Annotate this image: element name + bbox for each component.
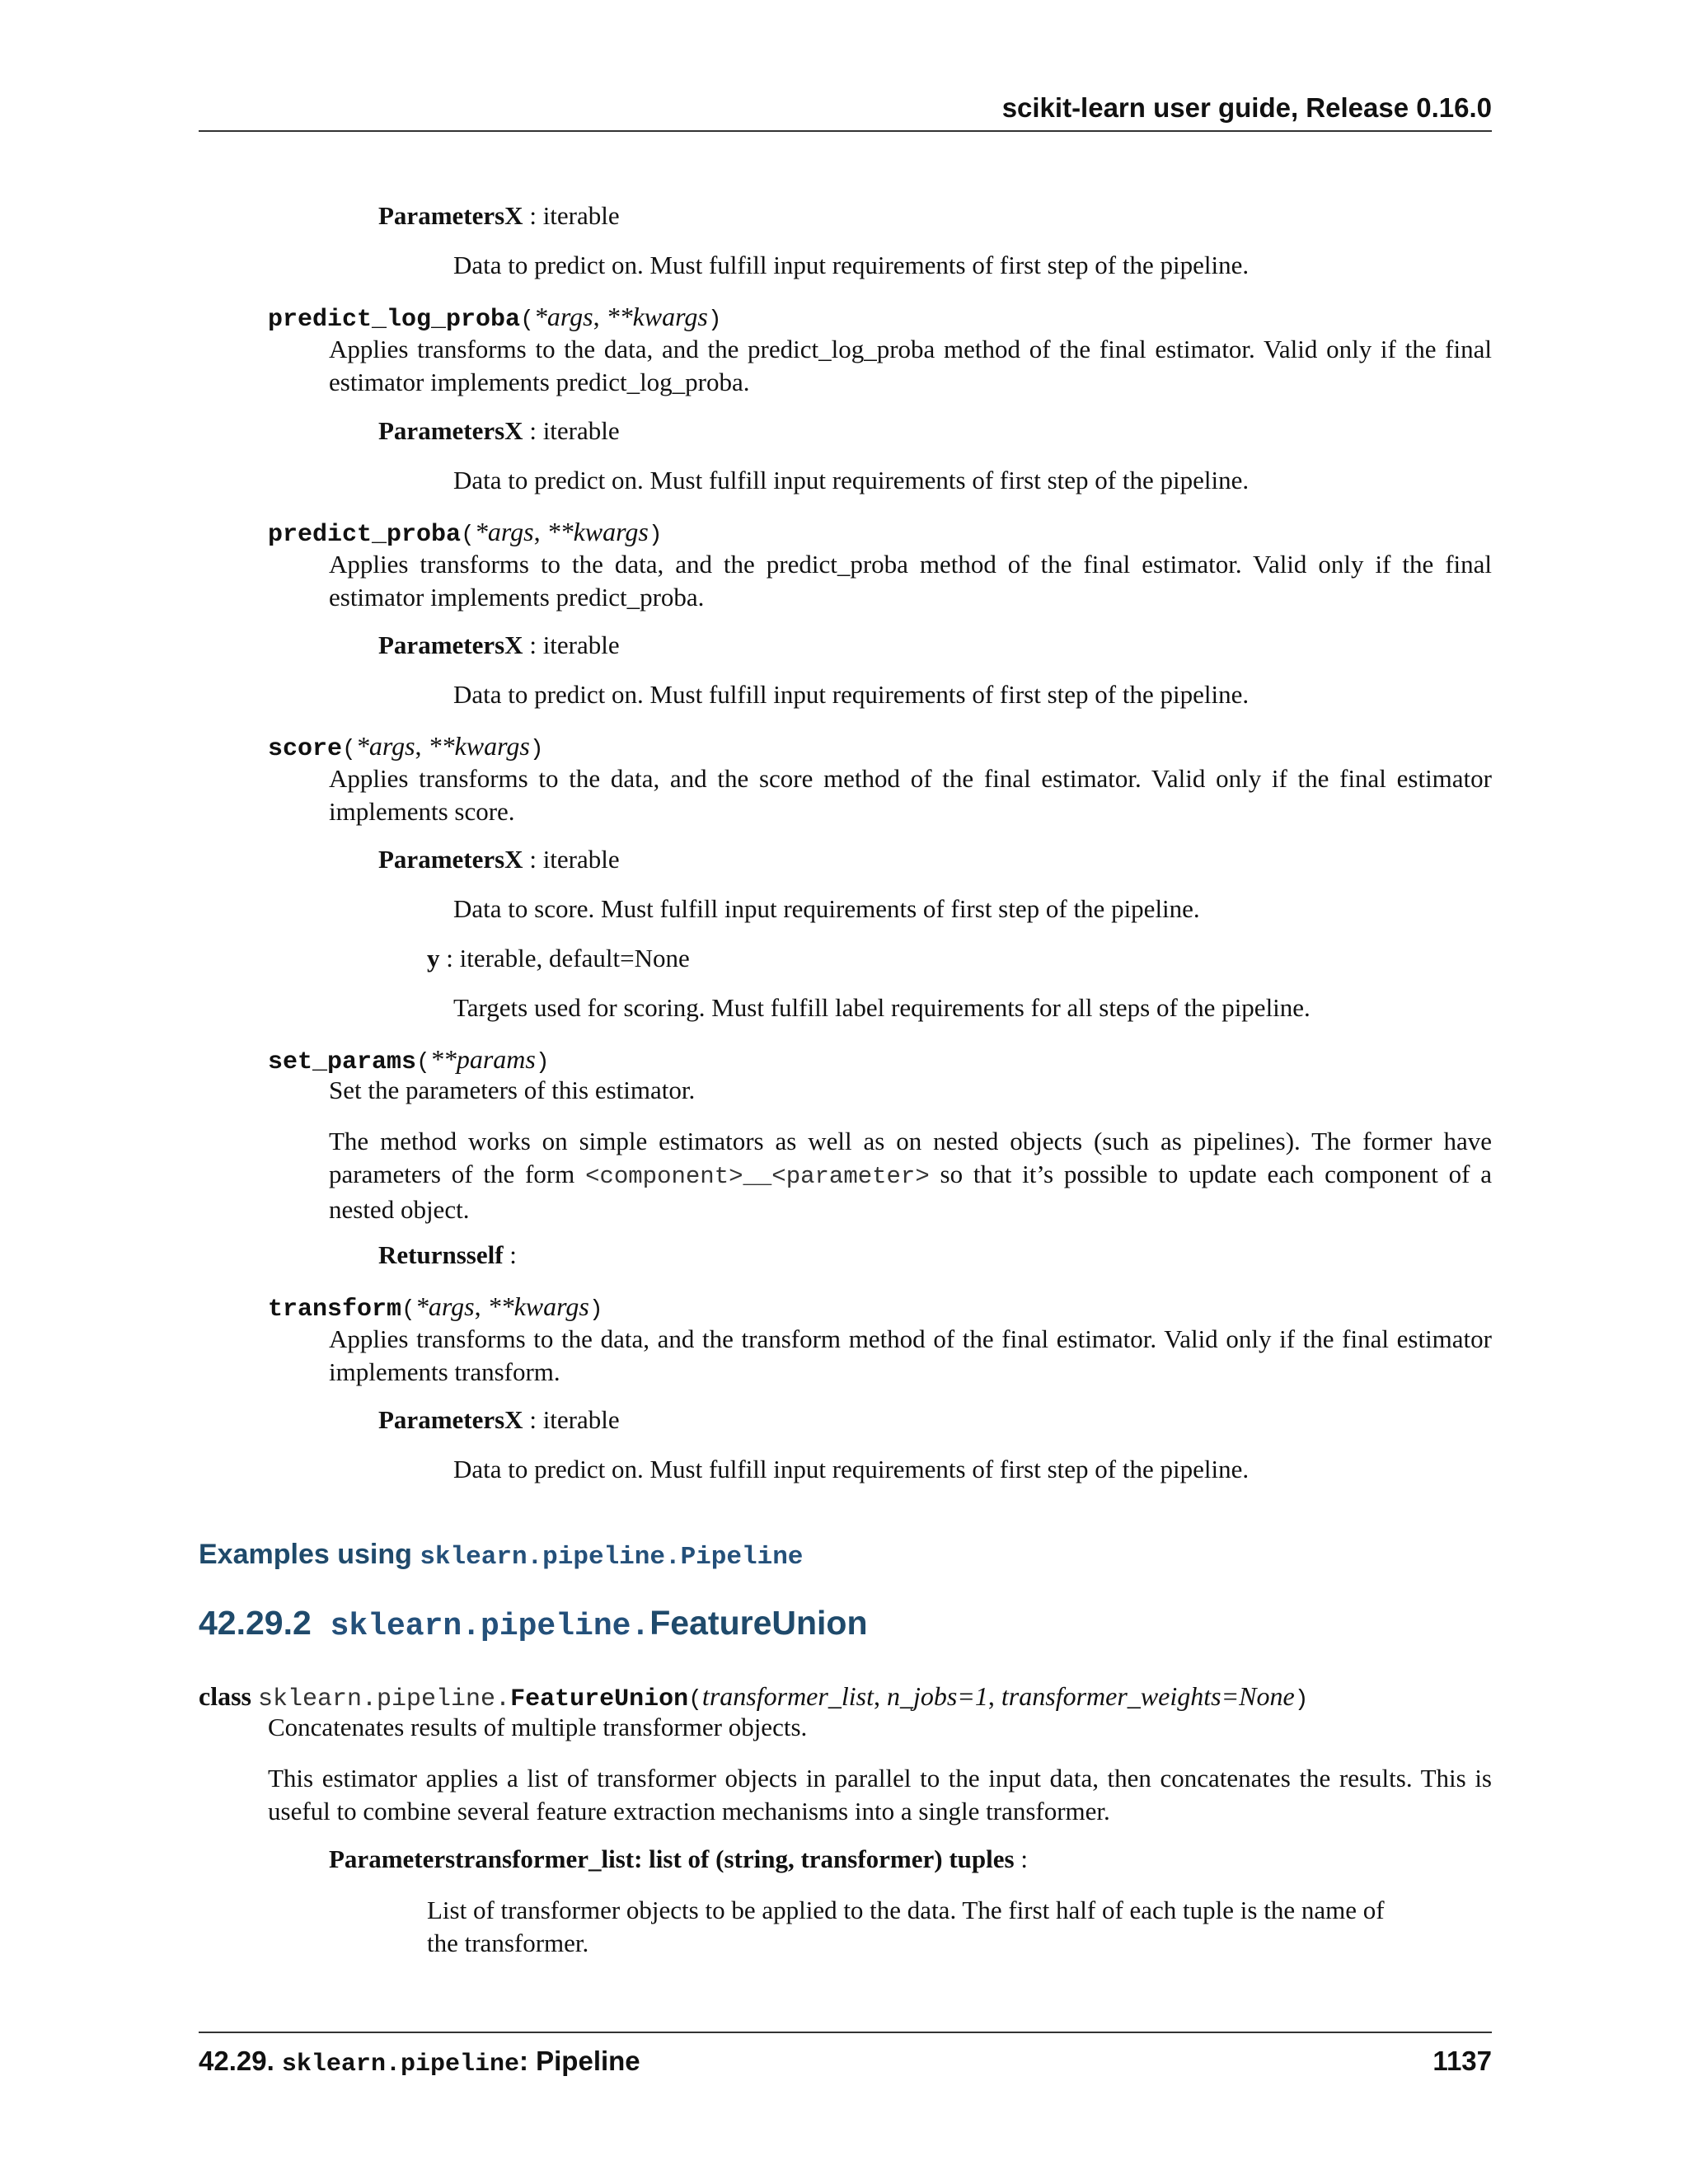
kwarg: **kwargs xyxy=(546,517,649,546)
param-type: : iterable xyxy=(523,630,620,659)
section-heading xyxy=(199,1604,868,1644)
param-type: : iterable, default=None xyxy=(439,944,690,972)
kwarg: **kwargs xyxy=(428,731,530,761)
predict-log-proba-desc: Applies transforms to the data, and the predict_log_proba method of the final estimator. Valid only if the final estimator implements predict_log_proba. xyxy=(329,335,1492,396)
predict-proba-desc: Applies transforms to the data, and the predict_proba method of the final estimator. Valid only if the final estimator implements predict_proba. xyxy=(329,550,1492,612)
predict-log-proba-params xyxy=(378,416,620,446)
feature-union-signature: class sklearn.pipeline.FeatureUnion(transformer_list, n_jobs=1, transformer_weights=None) xyxy=(199,1681,1309,1713)
arg: *args xyxy=(533,302,593,331)
feature-union-desc2: This estimator applies a list of transformer objects in parallel to the input data, then concatenates the results. This is useful to combine several feature extraction mechanisms into a single transformer. xyxy=(268,1764,1492,1825)
param-label: ParametersX xyxy=(378,845,523,874)
feature-union-params xyxy=(329,1844,1028,1874)
arg: *args xyxy=(474,517,534,546)
param-label: y xyxy=(427,944,440,972)
section-number: 42.29.2 xyxy=(199,1604,312,1642)
arg: *args xyxy=(355,731,415,761)
feature-union-param-desc: List of transformer objects to be applied to the data. The first half of each tuple is the name of the transformer. xyxy=(427,1896,1385,1957)
param-type: : iterable xyxy=(523,201,620,230)
class-keyword: class xyxy=(199,1681,251,1711)
predict-log-proba-signature: predict_log_proba(*args, **kwargs) xyxy=(268,302,722,334)
param-label: Parameterstransformer_list: list of (string, transformer) tuples xyxy=(329,1844,1015,1873)
score-signature: score(*args, **kwargs) xyxy=(268,731,544,763)
footer-section: 42.29. sklearn.pipeline: Pipeline xyxy=(199,2046,640,2079)
class-name: FeatureUnion xyxy=(510,1685,689,1713)
param-label: ParametersX xyxy=(378,416,523,445)
score-y-desc: Targets used for scoring. Must fulfill label requirements for all steps of the pipeline. xyxy=(453,993,1311,1022)
param-type: : iterable xyxy=(523,1405,620,1434)
kwarg: **params xyxy=(429,1044,536,1074)
predict-params xyxy=(378,201,620,231)
predict-param-desc: Data to predict on. Must fulfill input requirements of first step of the pipeline. xyxy=(453,251,1250,279)
examples-code[interactable]: sklearn.pipeline.Pipeline xyxy=(420,1543,804,1572)
param-type: : xyxy=(1014,1844,1028,1873)
score-params xyxy=(378,845,620,874)
param-transformer-weights: transformer_weights=None xyxy=(1001,1681,1295,1711)
method-name: score xyxy=(268,735,343,763)
section-module: sklearn.pipeline. xyxy=(330,1609,650,1644)
param-type: : iterable xyxy=(523,416,620,445)
transform-desc: Applies transforms to the data, and the transform method of the final estimator. Valid only if the final estimator implements transform. xyxy=(329,1324,1492,1386)
score-param-desc: Data to score. Must fulfill input requirements of first step of the pipeline. xyxy=(453,894,1200,923)
footer-rule xyxy=(199,2032,1492,2033)
class-module: sklearn.pipeline. xyxy=(258,1685,511,1713)
param-label: ParametersX xyxy=(378,201,523,230)
inline-code: <component>__<parameter> xyxy=(585,1163,930,1190)
returns-label: Returnsself xyxy=(378,1240,504,1269)
footer-module: sklearn.pipeline xyxy=(281,2050,519,2079)
transform-param-desc: Data to predict on. Must fulfill input requirements of first step of the pipeline. xyxy=(453,1455,1250,1483)
transform-params xyxy=(378,1405,620,1435)
score-desc: Applies transforms to the data, and the score method of the final estimator. Valid only if the final estimator implements score. xyxy=(329,764,1492,826)
transform-signature: transform(*args, **kwargs) xyxy=(268,1291,603,1324)
method-name: set_params xyxy=(268,1048,417,1076)
param-label: ParametersX xyxy=(378,1405,523,1434)
param-transformer-list: transformer_list xyxy=(701,1681,874,1711)
arg: *args xyxy=(415,1291,475,1321)
predict-proba-signature: predict_proba(*args, **kwargs) xyxy=(268,517,663,549)
header-rule xyxy=(199,130,1492,132)
param-n-jobs: n_jobs=1 xyxy=(886,1681,988,1711)
predict-log-proba-param-desc: Data to predict on. Must fulfill input requirements of first step of the pipeline. xyxy=(453,466,1250,494)
predict-proba-param-desc: Data to predict on. Must fulfill input requirements of first step of the pipeline. xyxy=(453,680,1250,709)
method-name: transform xyxy=(268,1296,402,1324)
kwarg: **kwargs xyxy=(487,1291,589,1321)
predict-proba-params xyxy=(378,630,620,660)
set-params-signature: set_params(**params) xyxy=(268,1044,550,1076)
examples-heading: Examples using sklearn.pipeline.Pipeline xyxy=(199,1539,804,1572)
page-number: 1137 xyxy=(1432,2046,1492,2076)
section-name: FeatureUnion xyxy=(649,1604,868,1642)
kwarg: **kwargs xyxy=(606,302,708,331)
score-y-param xyxy=(427,944,690,973)
running-header: scikit-learn user guide, Release 0.16.0 xyxy=(1001,92,1492,123)
param-label: ParametersX xyxy=(378,630,523,659)
param-type: : iterable xyxy=(523,845,620,874)
method-name: predict_log_proba xyxy=(268,306,521,334)
set-params-desc: Set the parameters of this estimator. xyxy=(329,1076,696,1104)
set-params-returns xyxy=(378,1240,517,1270)
method-name: predict_proba xyxy=(268,521,462,549)
returns-type: : xyxy=(503,1240,517,1269)
feature-union-desc: Concatenates results of multiple transformer objects. xyxy=(268,1713,808,1741)
set-params-desc2: The method works on simple estimators as well as on nested objects (such as pipelines). The former have parameters of the form <component>__<parameter> so that it’s possible to update each component of a nested object. xyxy=(329,1127,1492,1224)
